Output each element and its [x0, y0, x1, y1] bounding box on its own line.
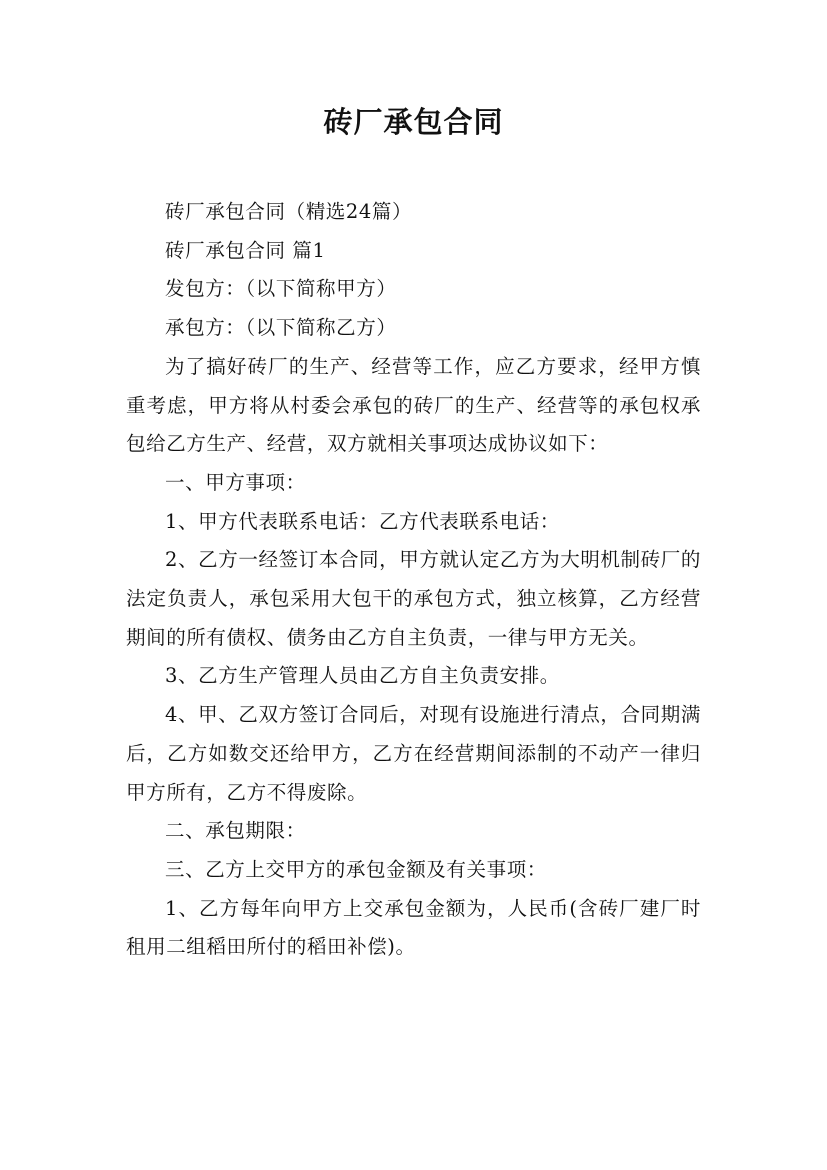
paragraph: 2、乙方一经签订本合同，甲方就认定乙方为大明机制砖厂的法定负责人，承包采用大包干的承包方式，独立核算，乙方经营期间的所有债权、债务由乙方自主负责，一律与甲方无关。 [126, 548, 701, 649]
paragraph: 1、甲方代表联系电话：乙方代表联系电话： [165, 509, 560, 533]
paragraph: 砖厂承包合同（精选24篇） [165, 200, 413, 223]
document-body [126, 193, 701, 967]
paragraph: 为了搞好砖厂的生产、经营等工作，应乙方要求，经甲方慎重考虑，甲方将从村委会承包的砖厂的生产、经营等的承包权承包给乙方生产、经营，双方就相关事项达成协议如下： [126, 354, 701, 456]
paragraph: 3、乙方生产管理人员由乙方自主负责安排。 [165, 664, 560, 688]
paragraph: 发包方：（以下简称甲方） [165, 277, 397, 301]
paragraph: 4、甲、乙双方签订合同后，对现有设施进行清点，合同期满后，乙方如数交还给甲方，乙方在经营期间添制的不动产一律归甲方所有，乙方不得废除。 [126, 703, 701, 804]
document-title: 砖厂承包合同 [323, 105, 504, 139]
paragraph: 1、乙方每年向甲方上交承包金额为，人民币(含砖厂建厂时租用二组稻田所付的稻田补偿)。 [126, 896, 701, 959]
paragraph: 一、甲方事项： [165, 470, 306, 494]
paragraph: 砖厂承包合同 篇1 [165, 238, 326, 262]
paragraph: 二、承包期限： [165, 819, 306, 843]
paragraph: 三、乙方上交甲方的承包金额及有关事项： [165, 857, 547, 881]
paragraph: 承包方：（以下简称乙方） [165, 316, 397, 340]
